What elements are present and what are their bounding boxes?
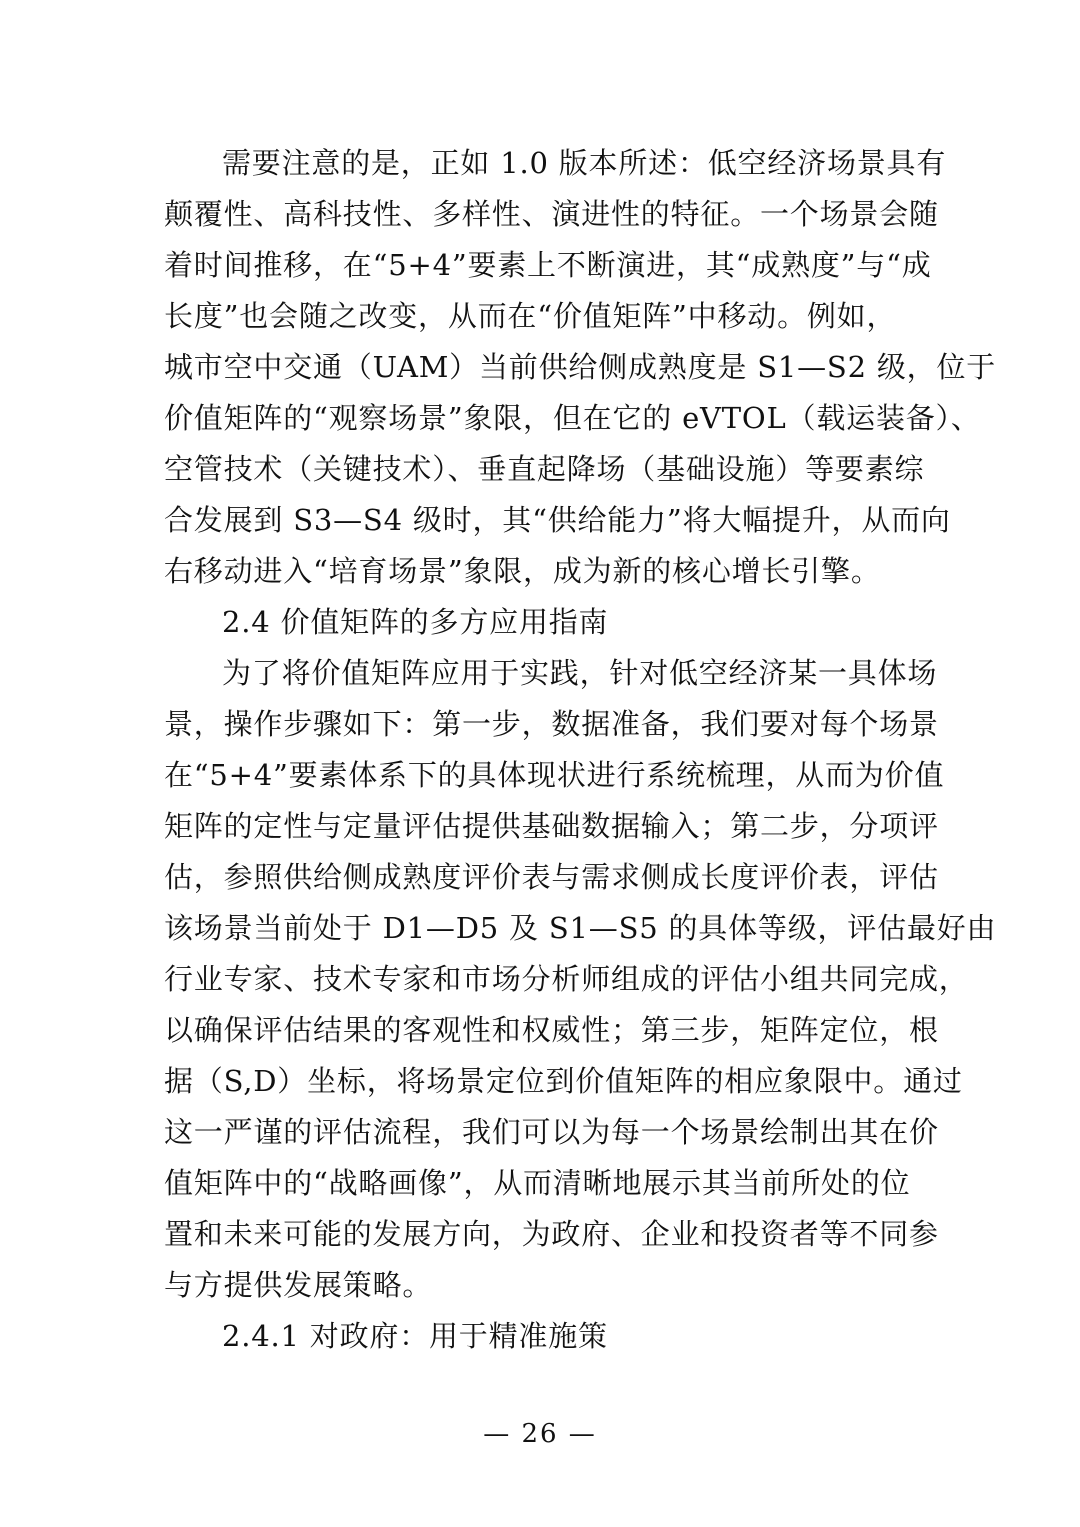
text-line: 置和未来可能的发展方向，为政府、企业和投资者等不同参: [164, 1217, 939, 1251]
text-line: 矩阵的定性与定量评估提供基础数据输入；第二步，分项评: [164, 809, 939, 843]
text-line: 右移动进入“培育场景”象限，成为新的核心增长引擎。: [164, 554, 881, 588]
text-line: 着时间推移，在“5+4”要素上不断演进，其“成熟度”与“成: [164, 248, 932, 282]
text-line: 需要注意的是，正如 1.0 版本所述：低空经济场景具有: [222, 146, 947, 180]
text-line: 城市空中交通（UAM）当前供给侧成熟度是 S1—S2 级，位于: [164, 350, 997, 384]
text-line: 该场景当前处于 D1—D5 及 S1—S5 的具体等级，评估最好由: [164, 911, 997, 945]
heading-text: 2.4.1 对政府：用于精准施策: [222, 1319, 608, 1353]
text-line: 以确保评估结果的客观性和权威性；第三步，矩阵定位，根: [164, 1013, 939, 1047]
text-line: 长度”也会随之改变，从而在“价值矩阵”中移动。例如，: [164, 299, 897, 333]
text-line: 据（S,D）坐标，将场景定位到价值矩阵的相应象限中。通过: [164, 1064, 963, 1098]
section-heading-2-4: [164, 597, 924, 648]
text-line: 景，操作步骤如下：第一步，数据准备，我们要对每个场景: [164, 707, 939, 741]
page-body: [164, 138, 997, 1362]
text-line: 颠覆性、高科技性、多样性、演进性的特征。一个场景会随: [164, 197, 939, 231]
paragraph-uam-evolution: [164, 138, 997, 597]
text-line: 价值矩阵的“观察场景”象限，但在它的 eVTOL（载运装备）、: [164, 401, 981, 435]
page-number: — 26 —: [483, 1419, 597, 1449]
text-line: 合发展到 S3—S4 级时，其“供给能力”将大幅提升，从而向: [164, 503, 951, 537]
text-line: 空管技术（关键技术）、垂直起降场（基础设施）等要素综: [164, 452, 925, 486]
paragraph-application-steps: [164, 648, 997, 1311]
text-line: 值矩阵中的“战略画像”，从而清晰地展示其当前所处的位: [164, 1166, 911, 1200]
text-line: 估，参照供给侧成熟度评价表与需求侧成长度评价表，评估: [164, 860, 939, 894]
text-line: 为了将价值矩阵应用于实践，针对低空经济某一具体场: [222, 656, 938, 690]
heading-text: 2.4 价值矩阵的多方应用指南: [222, 605, 609, 639]
text-line: 与方提供发展策略。: [164, 1268, 433, 1302]
text-line: 行业专家、技术专家和市场分析师组成的评估小组共同完成，: [164, 962, 969, 996]
section-heading-2-4-1: [164, 1311, 924, 1362]
text-line: 在“5+4”要素体系下的具体现状进行系统梳理，从而为价值: [164, 758, 945, 792]
text-line: 这一严谨的评估流程，我们可以为每一个场景绘制出其在价: [164, 1115, 939, 1149]
